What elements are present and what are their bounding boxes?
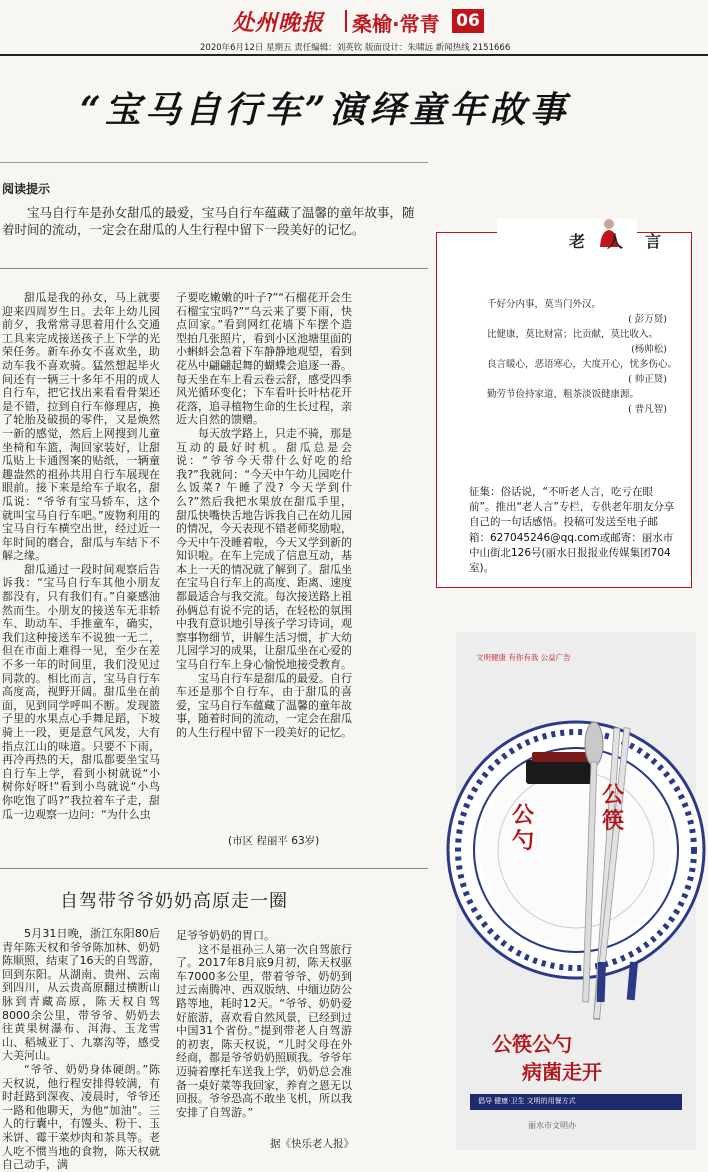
section-name: 桑榆·常青 — [352, 12, 440, 36]
saying-text: 比健康，莫比财富；比贡献，莫比收入。 — [487, 329, 659, 340]
saying-text: 勤劳节俭持家道，粗茶淡饭健康源。 — [487, 389, 640, 400]
masthead-divider — [345, 10, 347, 32]
article1-column-1 — [2, 291, 160, 859]
paragraph: 这不是祖孙三人第一次自驾旅行了。2017年8月底9月初，陈天权驱车7000多公里，带着爷爷、奶奶到过云南腾冲、西双版纳、中缅边防公路等地，耗时12天。“爷爷、奶奶爱好旅游，喜欢看自然风景，已经到过中国31个省份。”提到带老人自驾游的初衷，陈天权说，“儿时父母在外经商，都是爷爷奶奶照顾我。爷爷年迈骑着摩托车送我上学，奶奶总会准备一桌好菜等我回家，养育之恩无以回报。爷爷恐高不敢坐飞机，所以我安排了自驾游。” — [176, 942, 352, 1119]
slogan-line-2: 病菌走开 — [522, 1060, 602, 1084]
article1-byline: (市区 程丽平 63岁) — [228, 835, 320, 847]
saying-author: ( 彭万贤) — [628, 314, 667, 325]
poster-word-chopsticks: 公筷 — [602, 782, 625, 834]
article2-column-1 — [2, 927, 160, 1172]
saying-author: ( 普凡智) — [628, 404, 667, 415]
sayings-header — [497, 219, 684, 265]
lead-rule — [0, 268, 428, 269]
poster-strip-text: 倡导 健康·卫生 文明的用餐方式 — [478, 1097, 576, 1105]
saying-author: (杨帅松) — [631, 344, 667, 355]
newspaper-logo: 处州晚报 — [232, 10, 325, 36]
article2-headline: 自驾带爷爷奶奶高原走一圈 — [60, 891, 288, 912]
sayings-call-for-submissions: 征集：俗话说，“不听老人言，吃亏在眼前”。推出“老人言”专栏，专供老年朋友分享自己的一句话感悟。投稿可发送至电子邮箱：627045246@qq.com或邮寄：丽水市中山街北126号(丽水日报报业传媒集团704室)。 — [469, 486, 675, 575]
poster-slogan — [492, 1030, 602, 1086]
article2-rule — [0, 868, 428, 869]
paragraph: 足爷爷奶奶的胃口。 — [176, 929, 275, 942]
slogan-line-1: 公筷公勺 — [492, 1032, 572, 1056]
sayings-title: 老人言 — [569, 232, 684, 251]
page-number: 06 — [452, 9, 484, 33]
paragraph: 甜瓜通过一段时间观察后告诉我：“宝马自行车其他小朋友都没有，只有我们有。”自豪感油然而生。小朋友的接送车无非轿车、助动车、手推童车，确实，我们这种接送车不说独一无二，但在市面上难得一见，至少在差不多一年的时间里，我们没见过同款的。相比而言，宝马自行车高度高，视野开阔。甜瓜坐在前面，见到同学呼叫不断。发现篮子里的水果点心手舞足蹈，下坡骑上一段，更是意气风发，大有指点江山的味道。只要不下雨，再冷再热的天，甜瓜都要坐宝马自行车上学，看到小树就说“小树你好呀!”看到小鸟就说“小鸟你吃饱了吗?”我拉着车子走，甜瓜一边观察一边问：“为什么虫 — [2, 562, 160, 821]
poster-top-label: 文明健康 有你有我 公益广告 — [476, 653, 571, 662]
paragraph: 甜瓜是我的孙女，马上就要迎来四周岁生日。去年上幼儿园前夕，我常常寻思着用什么交通工具来完成接送孩子上下学的光荣任务。新车孙女不喜欢坐，助动车我不喜欢骑。猛然想起毕火间还有一辆三十多年不用的成人自行车，把它找出来看看骨架还是不错，拉到自行车修理店，换了轮胎及破损的零件，又是焕然一新的感觉，然后上网搜到儿童坐椅和车篮，淘回家装好，让甜瓜贴上卡通图案的贴纸，一辆童趣盎然的祖孙共用自行车展现在眼前。接下来是给车子取名，甜瓜说：“爷爷有宝马轿车，这个就叫宝马自行车吧。”废物利用的宝马自行车横空出世，经过近一年时间的磨合，甜瓜与车结下不解之缘。 — [2, 291, 160, 563]
paragraph: 每天放学路上，只走不骑，那是互动的最好时机。甜瓜总是会说：“爷爷今天带什么好吃的给我?”我就问：“今天中午幼儿园吃什么饭菜? 午睡了没? 今天学到什么?”然后我把水果放在甜瓜手里，甜瓜快嘴快舌地告诉我自己在幼儿园的情况，今天表现不错老师奖励啦，今天中午没睡着啦，今天又学到新的知识啦。在车上完成了信息互动，基本上一天的情况就了解到了。甜瓜坐在宝马自行车上的高度、距离、速度都最适合与我交流。每次接送路上祖孙俩总有说不完的话，在轻松的氛围中我有意识地引导孩子学习诗词，观察事物细节，讲解生活习惯，扩大幼儿园学习的成果，让甜瓜坐在心爱的宝马自行车上身心愉悦地接受教育。 — [176, 426, 352, 672]
poster-word-spoon: 公勺 — [512, 802, 535, 854]
article2-byline: 据《快乐老人报》 — [270, 1138, 354, 1150]
article-headline: “宝马自行车”演绎童年故事 — [80, 89, 570, 131]
article1-column-2 — [176, 291, 352, 836]
paragraph: 5月31日晚，浙江东阳80后青年陈天权和爷爷陈加林、奶奶陈顺照，结束了16天的自驾游，回到东阳。从湖南、贵州、云南到四川，从云贵高原翻过横断山脉到青藏高原，陈天权自驾8000余公里，带爷爷、奶奶去往黄果树瀑布、洱海、玉龙雪山、稻城亚丁、九寨沟等，感受大美河山。 — [2, 927, 160, 1063]
paragraph: “爷爷、奶奶身体硬朗。”陈天权说，他行程安排得较满，有时赶路到深夜、凌晨时，爷爷还一路和他聊天，为他“加油”。三人的行囊中，有馒头、粉干、玉米饼、霉干菜炒肉和茶具等。老人吃不惯当地的食物，陈天权就自己动手，满 — [2, 1062, 160, 1172]
poster-sponsor: 丽水市文明办 — [528, 1121, 576, 1130]
lead-title: 阅读提示 — [2, 182, 51, 196]
headline-rule — [0, 162, 428, 163]
article2-column-2 — [176, 929, 352, 1147]
masthead-rule — [0, 54, 708, 56]
saying-author: ( 帅正贤) — [628, 374, 667, 385]
paragraph: 宝马自行车是甜瓜的最爱。自行车还是那个自行车，由于甜瓜的喜爱，宝马自行车蕴藏了温馨的童年故事，随着时间的流动，一定会在甜瓜的人生行程中留下一段美好的记忆。 — [176, 671, 352, 739]
lead-text: 宝马自行车是孙女甜瓜的最爱，宝马自行车蕴藏了温馨的童年故事，随着时间的流动，一定会在甜瓜的人生行程中留下一段美好的记忆。 — [2, 205, 415, 237]
elder-sayings-box — [436, 232, 692, 588]
sayings-list — [469, 297, 677, 417]
poster-strip — [470, 1094, 682, 1110]
masthead — [0, 0, 708, 52]
saying-text: 良言暖心，恶语寒心，大度开心，忧多伤心。 — [487, 359, 678, 370]
psa-poster — [456, 632, 696, 1150]
saying-text: 千好分内事，莫当门外汉。 — [487, 299, 602, 310]
paragraph: 子要吃嫩嫩的叶子?”“石榴花开会生石榴宝宝吗?”“乌云来了要下雨，快点回家。”看到网红花墙下车摆个造型拍几张照片，看到小区池塘里面的小蝌蚪会急着下车静静地观望，看到花丛中翩翩起舞的蝴蝶会追逐一番。每天坐在车上看云卷云舒，感受四季风光循环变化；下车看叶长叶枯花开花落，追寻植物生命的生长过程，亲近大自然的馈赠。 — [176, 291, 352, 427]
issue-info: 2020年6月12日 星期五 责任编辑：刘英钦 版面设计：朱啸远 新闻热线 2151666 — [200, 43, 511, 53]
